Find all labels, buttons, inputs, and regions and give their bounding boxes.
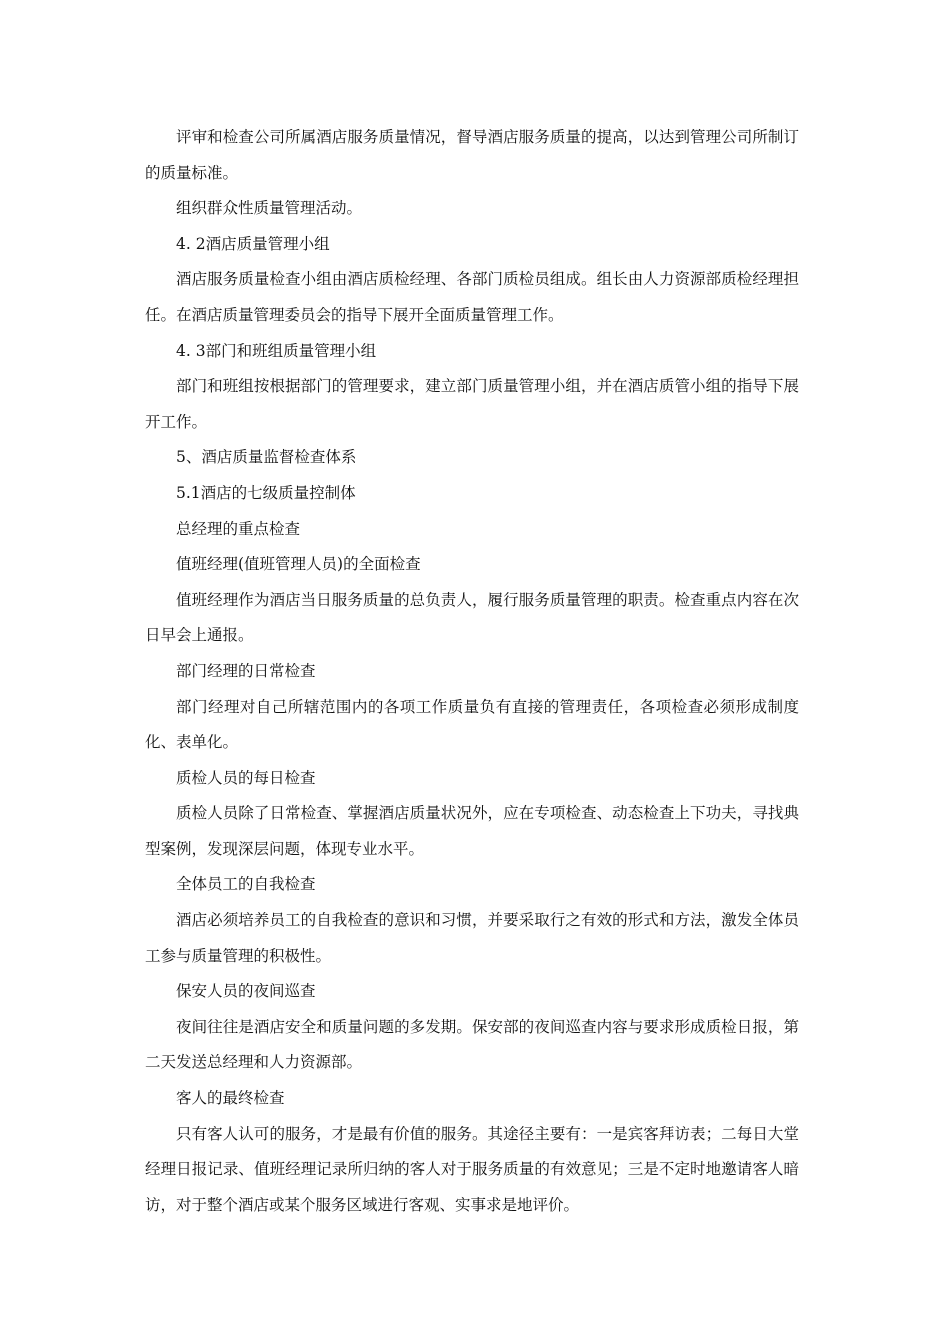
paragraph: 酒店服务质量检查小组由酒店质检经理、各部门质检员组成。组长由人力资源部质检经理担任。在酒店质量管理委员会的指导下展开全面质量管理工作。 xyxy=(145,270,799,324)
paragraph: 组织群众性质量管理活动。 xyxy=(176,199,363,218)
document-body xyxy=(145,120,799,1223)
section-heading: 4. 2酒店质量管理小组 xyxy=(176,234,330,253)
section-heading: 4. 3部门和班组质量管理小组 xyxy=(176,341,377,360)
paragraph: 只有客人认可的服务，才是最有价值的服务。其途径主要有：一是宾客拜访表；二每日大堂经理日报记录、值班经理记录所归纳的客人对于服务质量的有效意见；三是不定时地邀请客人暗访，对于整个酒店或某个服务区域进行客观、实事求是地评价。 xyxy=(145,1124,799,1214)
section-heading: 5.1酒店的七级质量控制体 xyxy=(176,483,356,502)
item-heading: 值班经理(值班管理人员)的全面检查 xyxy=(176,555,421,574)
paragraph: 夜间往往是酒店安全和质量问题的多发期。保安部的夜间巡查内容与要求形成质检日报，第二天发送总经理和人力资源部。 xyxy=(145,1017,799,1072)
item-heading: 客人的最终检查 xyxy=(176,1089,285,1108)
item-heading: 全体员工的自我检查 xyxy=(176,875,316,894)
paragraph: 质检人员除了日常检查、掌握酒店质量状况外，应在专项检查、动态检查上下功夫，寻找典型案例，发现深层问题，体现专业水平。 xyxy=(145,804,799,858)
item-heading: 保安人员的夜间巡查 xyxy=(176,982,316,1001)
paragraph: 部门和班组按根据部门的管理要求，建立部门质量管理小组，并在酒店质管小组的指导下展开工作。 xyxy=(145,377,799,431)
item-heading: 总经理的重点检查 xyxy=(176,519,301,538)
item-heading: 部门经理的日常检查 xyxy=(176,661,316,680)
paragraph: 部门经理对自己所辖范围内的各项工作质量负有直接的管理责任，各项检查必须形成制度化、表单化。 xyxy=(145,697,799,752)
paragraph: 评审和检查公司所属酒店服务质量情况，督导酒店服务质量的提高，以达到管理公司所制订的质量标准。 xyxy=(145,128,799,182)
item-heading: 质检人员的每日检查 xyxy=(176,768,316,787)
paragraph: 值班经理作为酒店当日服务质量的总负责人，履行服务质量管理的职责。检查重点内容在次日早会上通报。 xyxy=(145,590,799,645)
section-heading: 5、酒店质量监督检查体系 xyxy=(176,448,357,467)
paragraph: 酒店必须培养员工的自我检查的意识和习惯，并要采取行之有效的形式和方法，激发全体员工参与质量管理的积极性。 xyxy=(145,911,799,965)
